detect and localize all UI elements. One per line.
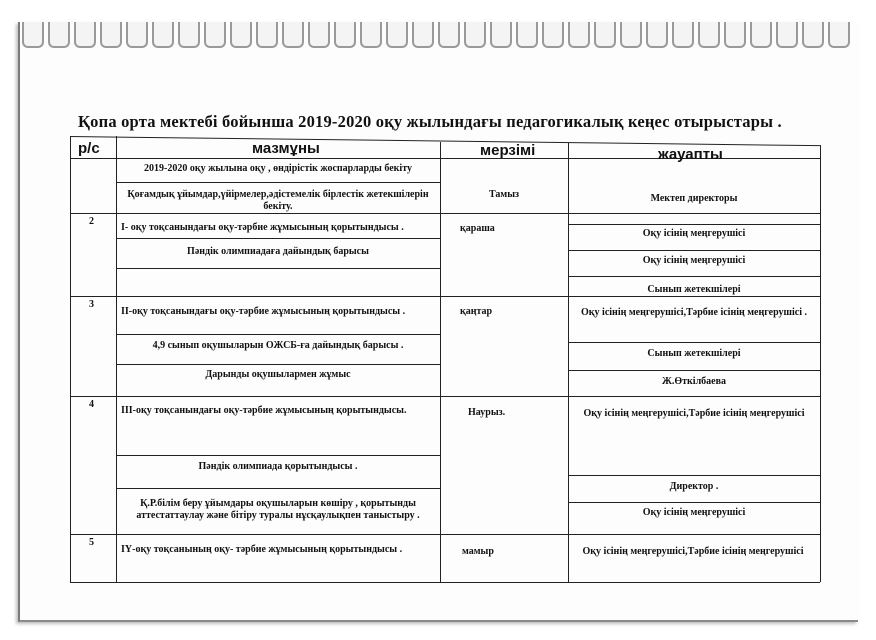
header-content: мазмұны (252, 140, 320, 157)
row1-item1: 2019-2020 оқу жылына оқу , өндірістік жоспарларды бекіту (144, 163, 412, 174)
row3-term: қаңтар (460, 306, 493, 317)
row4-responsible2: Директор . (669, 481, 719, 492)
row1-responsible1: Мектеп директоры (650, 193, 738, 204)
row2-term: қараша (460, 223, 495, 234)
row5-item1: ІҮ-оқу тоқсанының оқу- тәрбие жұмысының қорытындысы . (121, 544, 403, 555)
row4-item2: Пәндік олимпиада қорытындысы . (198, 461, 358, 472)
row4-responsible1: Оқу ісінің меңгерушісі,Тәрбие ісінің меңгерушісі (583, 408, 805, 419)
row3-responsible2: Сынып жетекшілері (647, 348, 741, 359)
row4-item3: Қ.Р.білім беру ұйымдары оқушыларын көшіру , қорытынды аттестаттаулау және бітіру туралы нұсқаулықпен таныстыру . (136, 498, 420, 521)
row2-num: 2 (89, 216, 94, 227)
header-term: мерзімі (480, 142, 536, 159)
binder-rings (20, 22, 860, 46)
row5-num: 5 (89, 537, 94, 548)
row4-num: 4 (89, 399, 94, 410)
row3-item1: ІІ-оқу тоқсанындағы оқу-тәрбие жұмысының қорытындысы . (121, 306, 406, 317)
row1-term: Тамыз (488, 189, 520, 200)
row4-item1: ІІІ-оқу тоқсанындағы оқу-тәрбие жұмысының қорытындысы. (121, 405, 407, 416)
row2-item2: Пәндік олимпиадаға дайындық барысы (187, 246, 369, 257)
row5-responsible1: Оқу ісінің меңгерушісі,Тәрбие ісінің меңгерушісі (582, 546, 804, 557)
row1-item2: Қоғамдық ұйымдар,үйірмелер,әдістемелік бірлестік жетекшілерін бекіту. (127, 189, 429, 212)
row3-num: 3 (89, 299, 94, 310)
row2-responsible3: Сынып жетекшілері (647, 284, 741, 295)
row3-item2: 4,9 сынып оқушыларын ОЖСБ-ға дайындық барысы . (152, 340, 404, 351)
row3-responsible1: Оқу ісінің меңгерушісі,Тәрбие ісінің меңгерушісі . (581, 307, 807, 318)
row2-responsible1: Оқу ісінің меңгерушісі (642, 228, 746, 239)
row3-responsible3: Ж.Өткілбаева (661, 376, 727, 387)
row3-item3: Дарынды оқушылармен жұмыс (205, 369, 351, 380)
header-num: р/с (78, 140, 100, 157)
row4-term: Наурыз. (468, 407, 506, 418)
page-title: Қопа орта мектебі бойынша 2019-2020 оқу жылындағы педагогикалық кеңес отырыстары . (78, 112, 782, 131)
row5-term: мамыр (462, 546, 494, 557)
row2-responsible2: Оқу ісінің меңгерушісі (642, 255, 746, 266)
row4-responsible3: Оқу ісінің меңгерушісі (642, 507, 746, 518)
row2-item1: І- оқу тоқсанындағы оқу-тәрбие жұмысының қорытындысы . (121, 222, 404, 233)
header-responsible: жауапты (658, 146, 723, 163)
